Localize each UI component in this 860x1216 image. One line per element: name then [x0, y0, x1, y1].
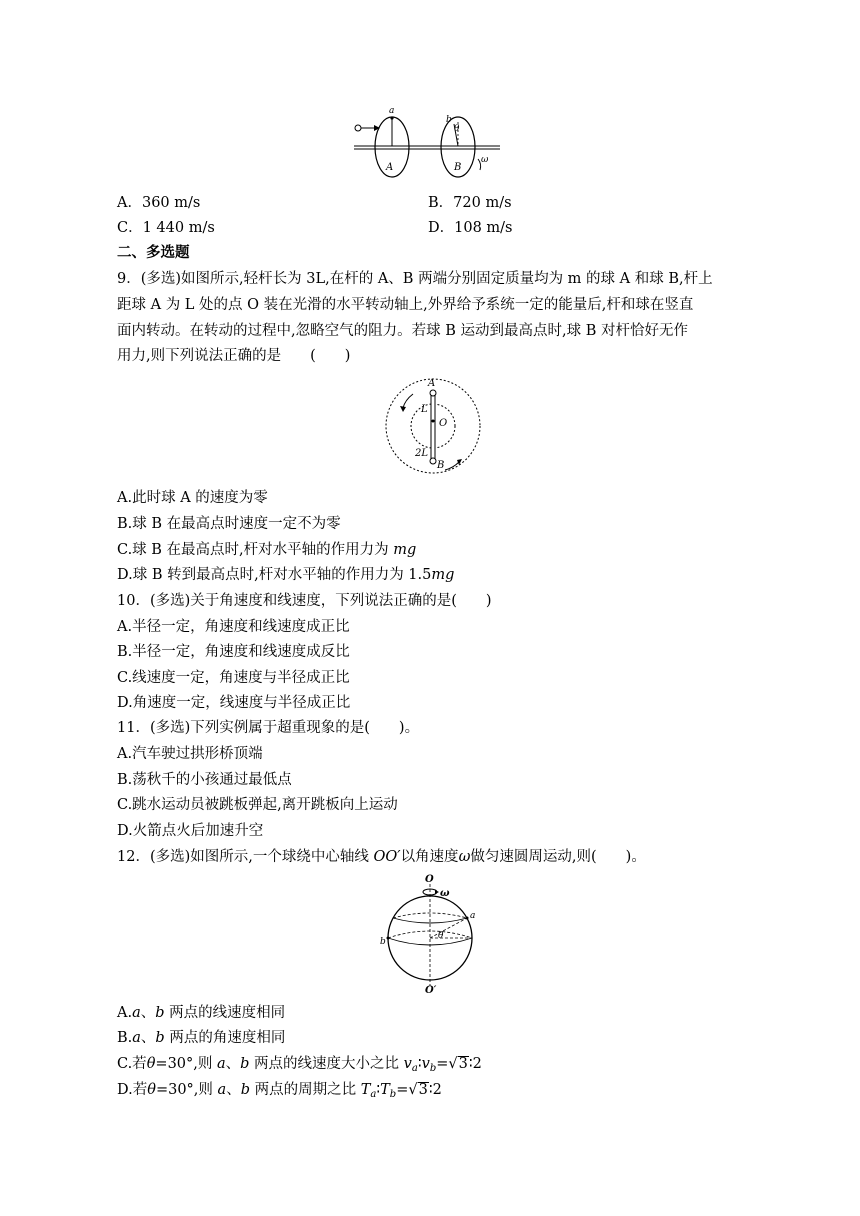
figure-q8-rotating-discs [350, 104, 510, 184]
q9-option-a: A.此时球 A 的速度为零 [117, 490, 268, 506]
q11-stem: 11．(多选)下列实例属于超重现象的是( )。 [117, 720, 420, 736]
q9-option-d: D.球 B 转到最高点时,杆对水平轴的作用力为 1.5mg [117, 567, 455, 583]
fig9-label-2L: 2L [415, 448, 429, 459]
fig12-label-O-prime: O′ [425, 985, 437, 994]
q11-option-c: C.跳水运动员被跳板弹起,离开跳板向上运动 [117, 797, 398, 813]
fig12-label-b: b [380, 937, 386, 947]
section-title-multiple-choice: 二、多选题 [117, 245, 190, 261]
fig12-label-O: O [425, 874, 434, 885]
fig8-label-a: a [389, 106, 395, 116]
q12-option-c: C.若θ=30°,则 a、b 两点的线速度大小之比 $v_a∶v_b=√3∶2$ [117, 1056, 482, 1074]
q10-option-c: C.线速度一定，角速度与半径成正比 [117, 670, 350, 686]
q8-option-d: D．108 m/s [428, 220, 513, 236]
fig8-label-omega: ω [481, 155, 489, 165]
fig8-label-b: b [446, 115, 452, 125]
fig9-label-B: B [437, 460, 445, 471]
q8-option-c: C．1 440 m/s [117, 220, 215, 236]
fig9-label-L: L [421, 404, 428, 415]
q12-stem: 12．(多选)如图所示,一个球绕中心轴线 OO′以角速度ω做匀速圆周运动,则( )。 [117, 849, 646, 865]
figure-q12-rotating-sphere [380, 872, 480, 994]
q12-option-a: A.a、b 两点的线速度相同 [117, 1005, 286, 1021]
q9-option-c: C.球 B 在最高点时,杆对水平轴的作用力为 mg [117, 542, 417, 558]
q11-option-a: A.汽车驶过拱形桥顶端 [117, 746, 263, 762]
q10-option-a: A.半径一定，角速度和线速度成正比 [117, 619, 350, 635]
q9-stem-line-4: 用力,则下列说法正确的是 ( ) [117, 348, 351, 364]
fig8-label-B: B [454, 162, 462, 173]
fig8-label-theta: θ [454, 124, 460, 134]
fig12-label-a: a [470, 911, 476, 921]
q9-stem-line-2: 距球 A 为 L 处的点 O 装在光滑的水平转动轴上,外界给予系统一定的能量后,杆和球在竖直 [117, 297, 694, 313]
q10-option-d: D.角速度一定，线速度与半径成正比 [117, 695, 351, 711]
q10-option-b: B.半径一定，角速度和线速度成反比 [117, 644, 350, 660]
q9-stem-line-1: 9．(多选)如图所示,轻杆长为 3L,在杆的 A、B 两端分别固定质量均为 m 的球 A 和球 B,杆上 [117, 271, 713, 287]
q11-option-b: B.荡秋千的小孩通过最低点 [117, 772, 292, 788]
fig9-label-O: O [439, 418, 448, 429]
q8-option-a: A．360 m/s [117, 195, 201, 211]
q12-option-d: D.若θ=30°,则 a、b 两点的周期之比 $T_a∶T_b=√3∶2$ [117, 1082, 442, 1100]
fig8-label-A: A [386, 162, 394, 173]
figure-q9-rod-circles [383, 374, 487, 480]
q9-option-b: B.球 B 在最高点时速度一定不为零 [117, 516, 341, 532]
fig12-label-omega: ω [440, 888, 450, 899]
fig9-label-A: A [428, 378, 436, 389]
fig12-label-theta: θ [438, 931, 444, 941]
q8-option-b: B．720 m/s [428, 195, 512, 211]
q11-option-d: D.火箭点火后加速升空 [117, 823, 264, 839]
q10-stem: 10．(多选)关于角速度和线速度，下列说法正确的是( ) [117, 593, 492, 609]
q12-option-b: B.a、b 两点的角速度相同 [117, 1030, 286, 1046]
q9-stem-line-3: 面内转动。在转动的过程中,忽略空气的阻力。若球 B 运动到最高点时,球 B 对杆恰好无作 [117, 323, 688, 339]
